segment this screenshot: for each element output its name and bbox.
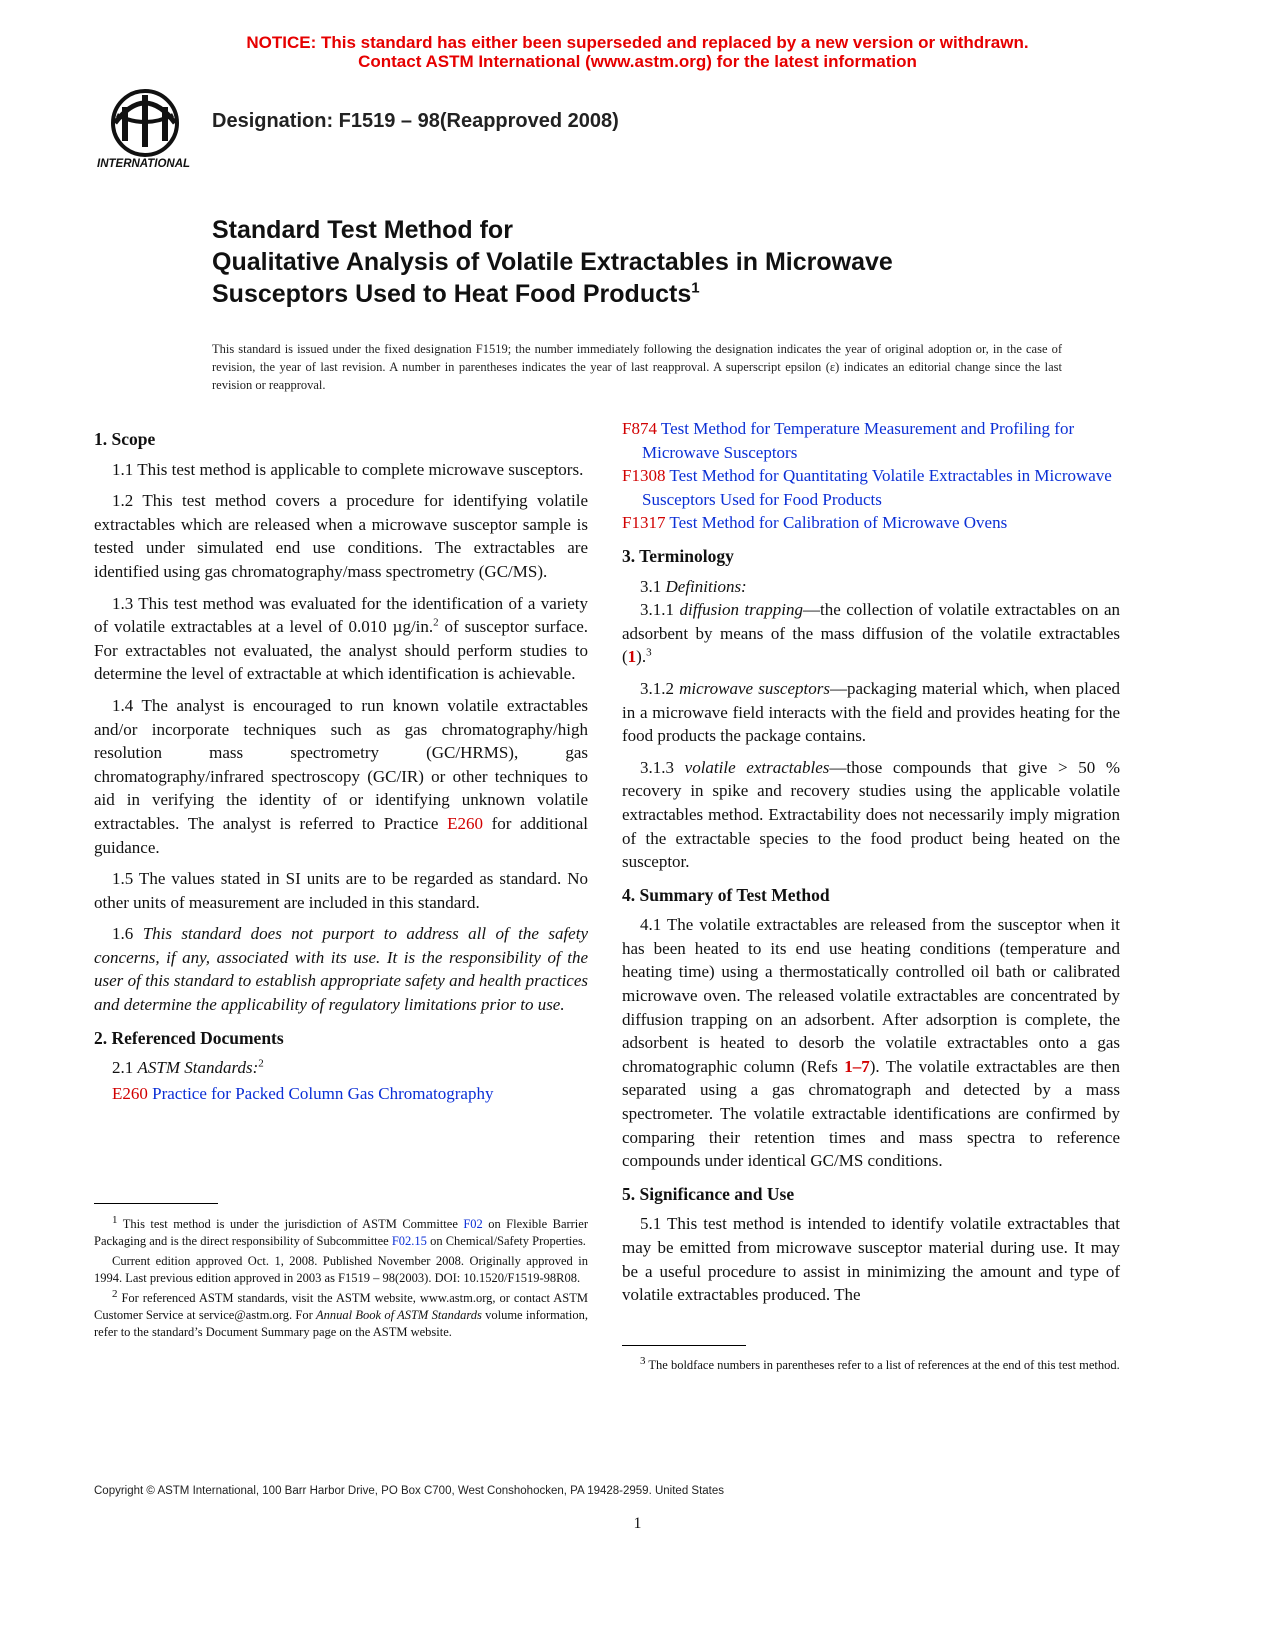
link-f02[interactable]: F02 <box>463 1217 483 1231</box>
title-line-3: Susceptors Used to Heat Food Products <box>212 280 692 308</box>
astm-logo-icon <box>95 85 200 180</box>
ref-f874[interactable]: F874 Test Method for Temperature Measurement and Profiling for Microwave Susceptors <box>622 419 1075 462</box>
astm-logo <box>95 85 200 180</box>
referenced-documents-heading: 2. Referenced Documents <box>94 1027 284 1048</box>
significance-heading: 5. Significance and Use <box>622 1183 795 1204</box>
para-3-1: 3.1 Definitions: <box>640 576 747 596</box>
issuance-note: This standard is issued under the fixed designation F1519; the number immediately following the designation indicates the year of original adoption or, in the case of revision, the year of last revision. A number in parentheses indicates the year of last reapproval. A superscript epsilon (ε) indicates an editorial change since the last revision or reapproval. <box>212 342 1062 392</box>
para-1-4: 1.4 The analyst is encouraged to run known volatile extractables and/or incorporate techniques such as gas chromatography/high resolution mass spectrometry (GC/HRMS), gas chromatography/infrared spectroscopy (GC/IR) or other techniques to aid in verifying the identity of or identifying unknown volatile extractables. The analyst is referred to Practice E260 for additional guidance. <box>94 695 588 857</box>
logo-text: INTERNATIONAL <box>97 158 191 170</box>
footnote-2: $^2$ For referenced ASTM standards, visit the ASTM website, www.astm.org, or contact ASTM Customer Service at service@astm.org. For Annual Book of ASTM Standards volume information, refer to the standard’s Document Summary page on the ASTM website. <box>94 1287 589 1339</box>
right-column <box>622 417 1120 1315</box>
para-2-1: 2.1 ASTM Standards:$^2$ <box>112 1057 264 1078</box>
footnote-rule-left <box>94 1203 218 1204</box>
link-f02-15[interactable]: F02.15 <box>391 1234 427 1248</box>
footnote-rule-right <box>622 1345 746 1346</box>
para-1-2: 1.2 This test method covers a procedure for identifying volatile extractables which are released when a microwave susceptor sample is tested under simulated end use conditions. The extractables are identified using gas chromatography/mass spectrometry (GC/MS). <box>94 491 588 581</box>
footnotes-left <box>94 1213 589 1344</box>
designation: Designation: F1519 – 98(Reapproved 2008) <box>212 110 619 132</box>
summary-heading: 4. Summary of Test Method <box>622 884 830 905</box>
para-1-6: 1.6 This standard does not purport to address all of the safety concerns, if any, associated with its use. It is the responsibility of the user of this standard to establish appropriate safety and health practices and determine the applicability of regulatory limitations prior to use. <box>94 924 588 1015</box>
ref-f1317[interactable]: F1317 Test Method for Calibration of Microwave Ovens <box>622 513 1008 533</box>
ref-link-1-7[interactable]: 1–7 <box>844 1056 870 1076</box>
withdrawal-notice <box>0 33 1275 71</box>
left-column <box>94 418 588 1105</box>
ref-e260[interactable]: E260 Practice for Packed Column Gas Chromatography <box>112 1083 494 1103</box>
notice-line-1: NOTICE: This standard has either been superseded and replaced by a new version or withdrawn. <box>246 33 1029 52</box>
ref-f1308[interactable]: F1308 Test Method for Quantitating Volatile Extractables in Microwave Susceptors Used for Food Products <box>622 466 1112 509</box>
footnote-1: $^1$ This test method is under the jurisdiction of ASTM Committee F02 on Flexible Barrier Packaging and is the direct responsibility of Subcommittee F02.15 on Chemical/Safety Properties. <box>94 1213 588 1248</box>
link-e260[interactable]: E260 <box>447 813 483 833</box>
ref-link-1[interactable]: 1 <box>627 647 637 667</box>
para-1-5: 1.5 The values stated in SI units are to be regarded as standard. No other units of measurement are included in this standard. <box>94 869 588 912</box>
title-line-1: Standard Test Method for <box>212 216 513 244</box>
para-3-1-1: 3.1.1 diffusion trapping—the collection of volatile extractables on an adsorbent by means of the mass diffusion of the volatile extractables (1).$^3$ <box>622 600 1120 667</box>
title-footnote-marker: 1 <box>691 279 700 297</box>
footnote-1-current-edition: Current edition approved Oct. 1, 2008. Published November 2008. Originally approved in 1994. Last previous edition approved in 2003 as F1519 – 98(2003). DOI: 10.1520/F1519-98R08. <box>94 1254 588 1285</box>
footnotes-right <box>622 1354 1120 1377</box>
footnote-3: $^3$ The boldface numbers in parentheses refer to a list of references at the end of this test method. <box>640 1354 1120 1372</box>
terminology-heading: 3. Terminology <box>622 545 734 566</box>
document-title <box>212 214 1112 310</box>
title-line-2: Qualitative Analysis of Volatile Extractables in Microwave <box>212 248 893 276</box>
para-4-1: 4.1 The volatile extractables are released from the susceptor when it has been heated to its end use heating conditions (temperature and heating time) using a thermostatically controlled oil bath or calibrated microwave oven. The released volatile extractables are concentrated by diffusion trapping on an adsorbent. After adsorption is complete, the adsorbent is heated to desorb the volatile extractables onto a gas chromatographic column (Refs 1–7). The volatile extractables are then separated using a gas chromatograph and detected by a mass spectrometer. The volatile extractable identifications are confirmed by comparing their retention times and mass spectra to reference compounds under identical GC/MS conditions. <box>622 915 1120 1171</box>
para-1-1: 1.1 This test method is applicable to complete microwave susceptors. <box>112 459 584 479</box>
copyright: Copyright © ASTM International, 100 Barr Harbor Drive, PO Box C700, West Conshohocken, PA 19428-2959. United States <box>94 1485 725 1497</box>
para-1-3: 1.3 This test method was evaluated for the identification of a variety of volatile extractables at a level of 0.010 µg/in.$^2$ of susceptor surface. For extractables not evaluated, the analyst should perform studies to determine the level of extractable at which identification is achievable. <box>94 593 588 684</box>
scope-heading: 1. Scope <box>94 429 156 449</box>
page-number: 1 <box>633 1515 642 1532</box>
notice-line-2: Contact ASTM International (www.astm.org) for the latest information <box>358 52 917 71</box>
para-3-1-3: 3.1.3 volatile extractables—those compounds that give > 50 % recovery in spike and recovery studies using the applicable volatile extractables method. Extractability does not necessarily imply migration of the extractable species to the food product being heated on the susceptor. <box>622 757 1121 872</box>
para-3-1-2: 3.1.2 microwave susceptors—packaging material which, when placed in a microwave field interacts with the field and provides heating for the food products the package contains. <box>622 678 1120 746</box>
para-5-1: 5.1 This test method is intended to identify volatile extractables that may be emitted from microwave susceptor material during use. It may be a useful procedure to assist in minimizing the amount and type of volatile extractables produced. The <box>622 1214 1120 1305</box>
